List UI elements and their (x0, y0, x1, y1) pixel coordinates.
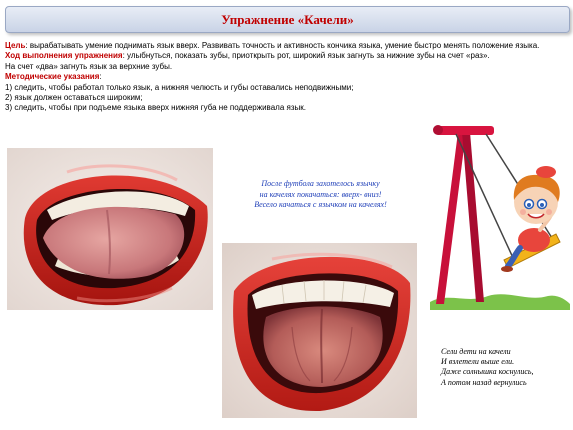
exercise-description (5, 41, 560, 114)
guideline-item-1: 1) следить, чтобы работал только язык, а нижняя челюсть и губы оставались неподвижными; (5, 82, 354, 92)
right-poem (441, 347, 569, 388)
guideline-item-3: 3) следить, чтобы при подъеме языка вверх нижняя губа не поддерживала язык. (5, 103, 306, 113)
tongue-down-photo (7, 148, 213, 310)
guidelines-heading (5, 72, 560, 82)
tongue-up-photo (222, 243, 417, 418)
goal-paragraph (5, 41, 560, 51)
procedure-paragraph (5, 51, 560, 61)
right-poem-line-4: А потом назад вернулись (441, 377, 527, 387)
guidelines-label: Методические указания (5, 72, 100, 82)
center-poem (233, 179, 408, 211)
swing-illustration (428, 120, 570, 310)
right-poem-line-3: Даже солнышка коснулись, (441, 367, 534, 377)
center-poem-line-1: После футбола захотелось язычку (261, 179, 380, 188)
center-poem-line-2: на качелях покачаться: вверх- вниз! (259, 189, 382, 199)
procedure-label: Ход выполнения упражнения (5, 51, 123, 61)
goal-label: Цель (5, 41, 26, 50)
right-poem-line-2: И взлетели выше ели. (441, 357, 515, 367)
guideline-item-2: 2) язык должен оставаться широким; (5, 93, 143, 103)
center-poem-line-3: Весело качаться с язычком на качелях! (254, 200, 387, 209)
guidelines-label-suffix: : (99, 72, 102, 82)
title-bar (5, 6, 570, 33)
procedure-text: : улыбнуться, показать зубы, приоткрыть рот, широкий язык загнуть за нижние зубы на счет «раз». (122, 51, 490, 61)
slide-title: Упражнение «Качели» (221, 12, 354, 27)
goal-text: : вырабатывать умение поднимать язык вверх. Развивать точность и активность кончика языка, умение быстро менять положение языка. (25, 41, 540, 50)
procedure-line-2: На счет «два» загнуть язык за верхние зубы. (5, 61, 173, 71)
right-poem-line-1: Сели дети на качели (441, 347, 511, 356)
